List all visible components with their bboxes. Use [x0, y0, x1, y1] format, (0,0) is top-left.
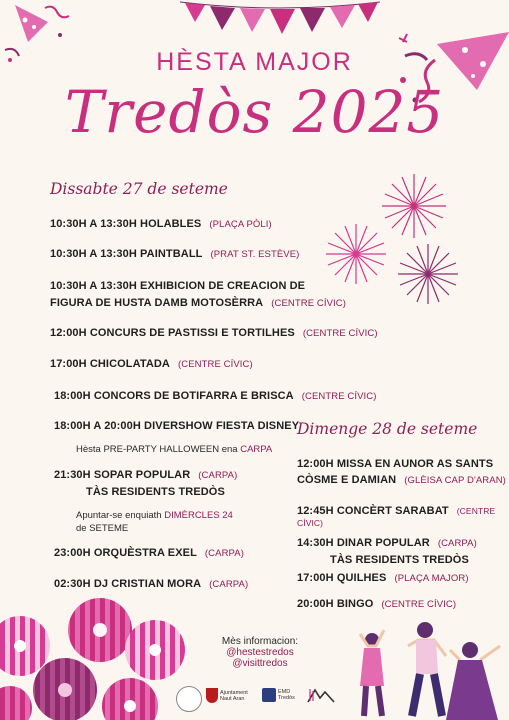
event-item: 10:30H A 13:30H HOLABLES (PLAÇA PÒLI) [50, 218, 272, 230]
event-item: 12:00H CONCURS DE PASTISSI E TORTILHES (CENTRE CÍVIC) [50, 327, 378, 339]
event-item: 12:00H MISSA EN AUNOR AS SANTS [297, 458, 494, 470]
fireworks-icon [318, 168, 468, 313]
ajuntament-logo: Ajuntament Naut Aran [206, 688, 248, 703]
event-item: FIGURA DE HUSTA DAMB MOTOSÈRRA (CENTRE CÍVIC) [50, 297, 346, 309]
event-item: 18:00H CONCORS DE BOTIFARRA E BRISCA (CENTRE CÍVIC) [54, 390, 377, 402]
info-label: Mès informacion: [221, 636, 299, 647]
event-item: 10:30H A 13:30H EXHIBICION DE CREACION DE [50, 280, 306, 292]
event-item: 14:30H DINAR POPULAR (CARPA) [297, 537, 477, 549]
event-item: 17:00H QUILHES (PLAÇA MAJOR) [297, 572, 469, 584]
bunting-flags [180, 0, 380, 40]
event-item: CÒSME E DAMIAN (GLÈISA CAP D'ARAN) [297, 474, 506, 486]
event-item: 18:00H A 20:00H DIVERSHOW FIESTA DISNEY [54, 420, 300, 432]
page-title: Tredòs 2025 [64, 78, 445, 146]
event-item: 17:00H CHICOLATADA (CENTRE CÍVIC) [50, 358, 253, 370]
emd-logo: EMD Tredòs [262, 688, 295, 702]
sunday-heading: Dimenge 28 de seteme [297, 420, 478, 438]
dancers-icon [350, 616, 509, 720]
event-item: TÀS RESIDENTS TREDÒS [330, 554, 469, 566]
event-item: 12:45H CONCÈRT SARABAT (CENTRE CÍVIC) [297, 505, 496, 528]
event-item: TÀS RESIDENTS TREDÒS [86, 486, 225, 498]
event-item: 02:30H DJ CRISTIAN MORA (CARPA) [54, 578, 249, 590]
subtitle: HÈSTA MAJOR [156, 48, 353, 76]
event-item: 21:30H SOPAR POPULAR (CARPA) [54, 469, 238, 481]
seal-logo [176, 686, 202, 712]
event-note: de SETEME [76, 523, 129, 534]
instagram-handle-2[interactable]: @visittredos [232, 658, 288, 669]
instagram-handle-1[interactable]: @hestestredos [226, 647, 294, 658]
event-item: 10:30H A 13:30H PAINTBALL (PRAT ST. ESTÈVE) [50, 248, 300, 260]
event-note: Hèsta PRE-PARTY HALLOWEEN ena CARPA [76, 444, 273, 455]
event-item: 23:00H ORQUÈSTRA EXEL (CARPA) [54, 547, 244, 559]
paper-fans-icon [0, 598, 190, 720]
mountain-logo [306, 686, 336, 704]
saturday-heading: Dissabte 27 de seteme [50, 180, 228, 198]
info-block [200, 636, 320, 669]
ajuntament-shield-icon [206, 688, 218, 703]
event-note: Apuntar-se enquiath DIMÈRCLES 24 [76, 510, 233, 521]
emd-emblem-icon [262, 688, 276, 702]
event-item: 20:00H BINGO (CENTRE CÍVIC) [297, 598, 457, 610]
